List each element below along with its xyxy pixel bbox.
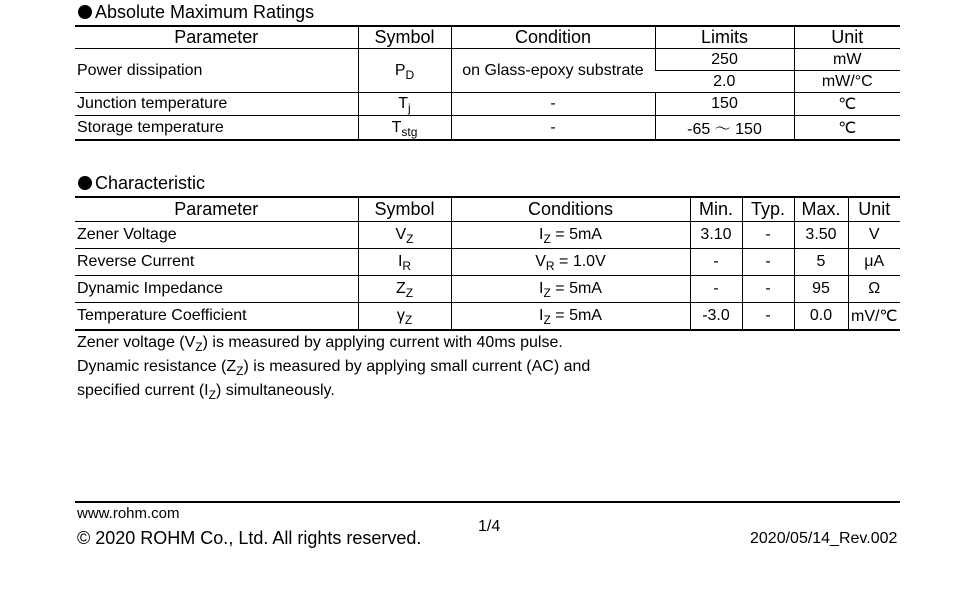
symbol-main: I: [397, 253, 403, 270]
note-line-2: [77, 357, 590, 377]
storage-unit: ℃: [794, 116, 900, 141]
row-unit: V: [848, 222, 900, 249]
row-symbol: [358, 249, 451, 276]
note-line-3: [77, 381, 335, 401]
row-parameter: Reverse Current: [75, 249, 358, 276]
header-min: Min.: [690, 197, 742, 222]
storage-limit: -65 ～ 150: [655, 116, 794, 141]
header-condition: Condition: [451, 26, 655, 49]
row-unit: mV/℃: [848, 303, 900, 331]
footer-revision: 2020/05/14_Rev.002: [750, 530, 898, 547]
cond-main: I: [539, 280, 544, 297]
header-parameter: Parameter: [75, 26, 358, 49]
abs-max-header-row: [75, 26, 900, 49]
power-unit-1: mW: [794, 49, 900, 71]
row-condition: [451, 303, 690, 331]
row-max: 3.50: [794, 222, 848, 249]
note-text: Dynamic resistance (Z: [77, 358, 237, 375]
row-min: -: [690, 276, 742, 303]
bullet-icon: [78, 5, 92, 19]
header-parameter: Parameter: [75, 197, 358, 222]
row-typ: -: [742, 276, 794, 303]
footer-divider: [75, 501, 900, 503]
note-text: Zener voltage (V: [77, 334, 196, 351]
junction-limit: 150: [655, 93, 794, 116]
storage-symbol: [358, 116, 451, 141]
row-condition: [451, 249, 690, 276]
row-symbol: [358, 222, 451, 249]
note-sub: Z: [236, 364, 244, 378]
symbol-main: P: [394, 61, 406, 79]
characteristic-heading: [78, 173, 205, 193]
symbol-main: T: [391, 118, 402, 136]
row-min: -: [690, 249, 742, 276]
cond-rest: = 5mA: [550, 307, 602, 324]
cond-main: I: [539, 226, 544, 243]
junction-parameter: Junction temperature: [75, 93, 358, 116]
cond-sub: R: [545, 259, 555, 273]
symbol-sub: Z: [406, 232, 414, 246]
power-parameter: Power dissipation: [75, 49, 358, 93]
row-max: 95: [794, 276, 848, 303]
cond-main: V: [535, 253, 546, 270]
characteristic-title: Characteristic: [95, 173, 206, 193]
power-limit-2: 2.0: [655, 71, 794, 93]
junction-condition: -: [451, 93, 655, 116]
row-condition: [451, 222, 690, 249]
symbol-main: γ: [396, 307, 405, 324]
cond-rest: = 5mA: [550, 280, 602, 297]
row-min: -3.0: [690, 303, 742, 331]
symbol-sub: Z: [404, 313, 413, 327]
header-typ: Typ.: [742, 197, 794, 222]
row-parameter: Zener Voltage: [75, 222, 358, 249]
table-row: [75, 303, 900, 331]
symbol-sub: D: [405, 67, 415, 82]
row-condition: [451, 276, 690, 303]
power-unit-2: mW/°C: [794, 71, 900, 93]
header-unit: Unit: [794, 26, 900, 49]
junction-unit: ℃: [794, 93, 900, 116]
row-unit: μA: [848, 249, 900, 276]
note-line-1: [77, 333, 563, 353]
power-symbol: [358, 49, 451, 93]
symbol-sub: stg: [401, 124, 418, 139]
abs-max-heading: [78, 2, 314, 22]
power-limit-1: 250: [655, 49, 794, 71]
row-typ: -: [742, 249, 794, 276]
cond-rest: = 5mA: [550, 226, 602, 243]
header-symbol: Symbol: [358, 197, 451, 222]
row-unit: Ω: [848, 276, 900, 303]
row-max: 0.0: [794, 303, 848, 331]
footer-url[interactable]: www.rohm.com: [77, 505, 180, 522]
table-row: [75, 93, 900, 116]
header-limits: Limits: [655, 26, 794, 49]
storage-condition: -: [451, 116, 655, 141]
note-text: ) is measured by applying small current (AC) and: [243, 358, 591, 375]
header-symbol: Symbol: [358, 26, 451, 49]
symbol-main: Z: [395, 280, 406, 297]
note-text: ) is measured by applying current with 40ms pulse.: [202, 334, 563, 351]
row-typ: -: [742, 222, 794, 249]
storage-parameter: Storage temperature: [75, 116, 358, 141]
junction-symbol: [358, 93, 451, 116]
table-row: [75, 116, 900, 141]
table-row: [75, 222, 900, 249]
note-sub: Z: [195, 340, 203, 354]
cond-sub: Z: [543, 286, 551, 300]
symbol-sub: j: [408, 101, 411, 115]
row-parameter: Temperature Coefficient: [75, 303, 358, 331]
row-min: 3.10: [690, 222, 742, 249]
cond-main: I: [539, 307, 544, 324]
cond-sub: Z: [543, 313, 551, 327]
power-condition: on Glass-epoxy substrate: [451, 49, 655, 93]
row-max: 5: [794, 249, 848, 276]
abs-max-title: Absolute Maximum Ratings: [95, 2, 315, 22]
row-typ: -: [742, 303, 794, 331]
note-text: specified current (I: [77, 382, 209, 399]
table-row: [75, 49, 900, 71]
header-unit: Unit: [848, 197, 900, 222]
row-symbol: [358, 276, 451, 303]
footer-page-number: 1/4: [478, 518, 501, 535]
row-symbol: [358, 303, 451, 331]
table-row: [75, 276, 900, 303]
abs-max-table: [75, 25, 900, 141]
row-parameter: Dynamic Impedance: [75, 276, 358, 303]
header-conditions: Conditions: [451, 197, 690, 222]
note-sub: Z: [208, 388, 216, 402]
header-max: Max.: [794, 197, 848, 222]
cond-rest: = 1.0V: [554, 253, 606, 270]
cond-sub: Z: [543, 232, 551, 246]
table-row: [75, 249, 900, 276]
footer-copyright: © 2020 ROHM Co., Ltd. All rights reserved.: [77, 528, 422, 548]
symbol-main: T: [398, 95, 409, 112]
symbol-sub: R: [402, 259, 412, 273]
symbol-main: V: [395, 226, 407, 243]
symbol-sub: Z: [405, 286, 414, 300]
characteristic-table: [75, 196, 900, 331]
characteristic-header-row: [75, 197, 900, 222]
note-text: ) simultaneously.: [215, 382, 335, 399]
bullet-icon: [78, 176, 92, 190]
